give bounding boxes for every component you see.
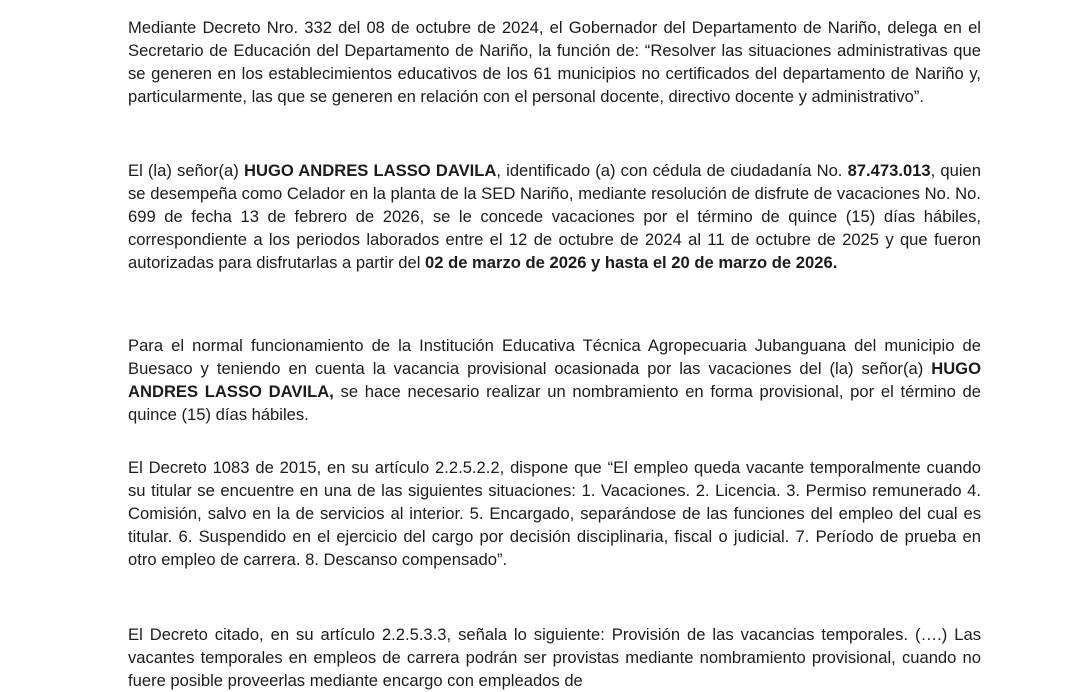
id-number: 87.473.013 [847, 161, 931, 180]
employee-name: HUGO ANDRES LASSO DAVILA [243, 161, 497, 180]
paragraph-text-segment: , identificado (a) con cédula de ciudadanía No. [496, 161, 848, 180]
paragraph-text: El Decreto 1083 de 2015, en su artículo 2.2.5.2.2, dispone que “El empleo queda vacante temporalmente cuando su titular se encuentre en una de las siguientes situaciones: 1. Vacaciones. 2. Licencia. 3. Permiso remunerado 4. Comisión, salvo en la de servicios al interior. 5. Encargado, separándose de las funciones del empleo del cual es titular. 6. Suspendido en el ejercicio del cargo por decisión disciplinaria, fiscal o judicial. 7. Período de prueba en otro empleo de carrera. 8. Descanso compensado”. [128, 458, 981, 569]
paragraph-text-segment: se hace necesario realizar un nombramiento en forma provisional, por el término de quince (15) días hábiles. [128, 382, 981, 424]
paragraph-text-segment: Para el normal funcionamiento de la Institución Educativa Técnica Agropecuaria Jubanguana del municipio de Buesaco y teniendo en cuenta la vacancia provisional ocasionada por las vacaciones del (la) señor(a) [128, 336, 981, 378]
paragraph-provisional-appointment [128, 334, 981, 426]
paragraph-decree-1083 [128, 456, 981, 571]
employee-name: HUGO ANDRES LASSO DAVILA, [128, 359, 981, 401]
paragraph-vacation-grant [128, 159, 981, 274]
paragraph-text-segment: , quien se desempeña como Celador en la planta de la SED Nariño, mediante resolución de disfrute de vacaciones No. No. 699 de fecha 13 de febrero de 2026, se le concede vacaciones por el término de quince (15) días hábiles, correspondiente a los periodos laborados entre el 12 de octubre de 2024 al 11 de octubre de 2025 y que fueron autorizadas para disfrutarlas a partir del [128, 161, 982, 272]
paragraph-text: El Decreto citado, en su artículo 2.2.5.3.3, señala lo siguiente: Provisión de las vacancias temporales. (….) Las vacantes temporales en empleos de carrera podrán ser provistas mediante nombramiento provisional, cuando no fuere posible proveerlas mediante encargo con empleados de [128, 625, 981, 690]
paragraph-decree-delegation [128, 16, 981, 108]
paragraph-text-segment: El (la) señor(a) [128, 161, 244, 180]
paragraph-decree-article [128, 623, 981, 692]
paragraph-text: Mediante Decreto Nro. 332 del 08 de octubre de 2024, el Gobernador del Departamento de Nariño, delega en el Secretario de Educación del Departamento de Nariño, la función de: “Resolver las situaciones administrativas que se generen en los establecimientos educativos de los 61 municipios no certificados del departamento de Nariño y, particularmente, las que se generen en relación con el personal docente, directivo docente y administrativo”. [128, 18, 981, 106]
vacation-dates: 02 de marzo de 2026 y hasta el 20 de marzo de 2026. [425, 253, 838, 272]
